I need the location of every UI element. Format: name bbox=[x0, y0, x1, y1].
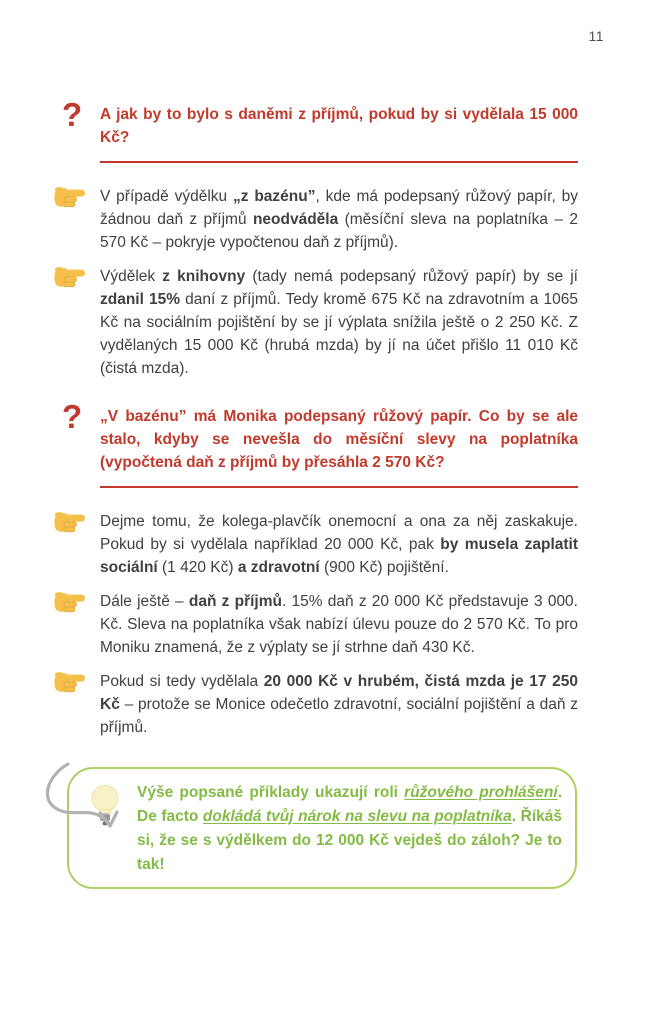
question-title: A jak by to bylo s daněmi z příjmů, pokud by si vydělala 15 000 Kč? bbox=[100, 106, 578, 146]
pointing-hand-icon bbox=[52, 186, 85, 209]
bullet-paragraph bbox=[100, 185, 578, 254]
bullet-paragraph bbox=[100, 590, 578, 659]
bullet-paragraph bbox=[100, 510, 578, 579]
section-divider bbox=[100, 161, 578, 163]
paragraph-text: Dejme tomu, že kolega-plavčík onemocní a ona za něj zaskakuje. Pokud by si vydělala například 20 000 Kč, pak by musela zaplatit sociální (1 420 Kč) a zdravotní (900 Kč) pojištění. bbox=[100, 513, 579, 576]
question-mark-icon: ? bbox=[62, 96, 83, 133]
question-block-1 bbox=[62, 96, 578, 163]
pointing-hand-icon bbox=[52, 591, 85, 614]
paragraph-text: Výdělek z knihovny (tady nemá podepsaný růžový papír) by se jí zdanil 15% daní z příjmů. Tedy kromě 675 Kč na zdravotním a 1065 Kč na sociálním pojištění by se jí výplata snížila ještě o 2 250 Kč. Z vydělaných 15 000 Kč (hrubá mzda) by jí na účet přišlo 11 010 Kč (čistá mzda). bbox=[100, 268, 578, 377]
paragraph-text: Pokud si tedy vydělala 20 000 Kč v hrubém, čistá mzda je 17 250 Kč – protože se Monice odečetlo zdravotní, sociální pojištění a daň z příjmů. bbox=[100, 673, 578, 736]
question-title: „V bazénu” má Monika podepsaný růžový papír. Co by se ale stalo, kdyby se nevešla do měsíční slevy na poplatníka (vypočtená daň z příjmů by přesáhla 2 570 Kč? bbox=[100, 408, 578, 471]
curved-arrow-icon bbox=[38, 760, 134, 836]
bullet-paragraph bbox=[100, 265, 578, 380]
content-column bbox=[62, 0, 579, 889]
pointing-hand-icon bbox=[52, 511, 85, 534]
paragraph-text: V případě výdělku „z bazénu”, kde má podepsaný růžový papír, by žádnou daň z příjmů neodváděla (měsíční sleva na poplatníka – 2 570 Kč – pokryje vypočtenou daň z příjmů). bbox=[100, 188, 578, 251]
section-divider bbox=[100, 486, 578, 488]
tip-box bbox=[67, 767, 577, 889]
pointing-hand-icon bbox=[52, 671, 85, 694]
question-block-2 bbox=[62, 398, 578, 488]
tip-text: Výše popsané příklady ukazují roli růžového prohlášení. De facto dokládá tvůj nárok na slevu na poplatníka. Říkáš si, že se s výdělkem do 12 000 Kč vejdeš do záloh? Je to tak! bbox=[137, 784, 562, 873]
question-mark-icon: ? bbox=[62, 398, 83, 435]
page-number: 11 bbox=[588, 28, 604, 44]
paragraph-text: Dále ještě – daň z příjmů. 15% daň z 20 000 Kč představuje 3 000. Kč. Sleva na poplatníka však nabízí úlevu pouze do 2 570 Kč. To pro Moniku znamená, že z výplaty se jí strhne daň 430 Kč. bbox=[100, 593, 578, 656]
bullet-paragraph bbox=[100, 670, 578, 739]
pointing-hand-icon bbox=[52, 266, 85, 289]
